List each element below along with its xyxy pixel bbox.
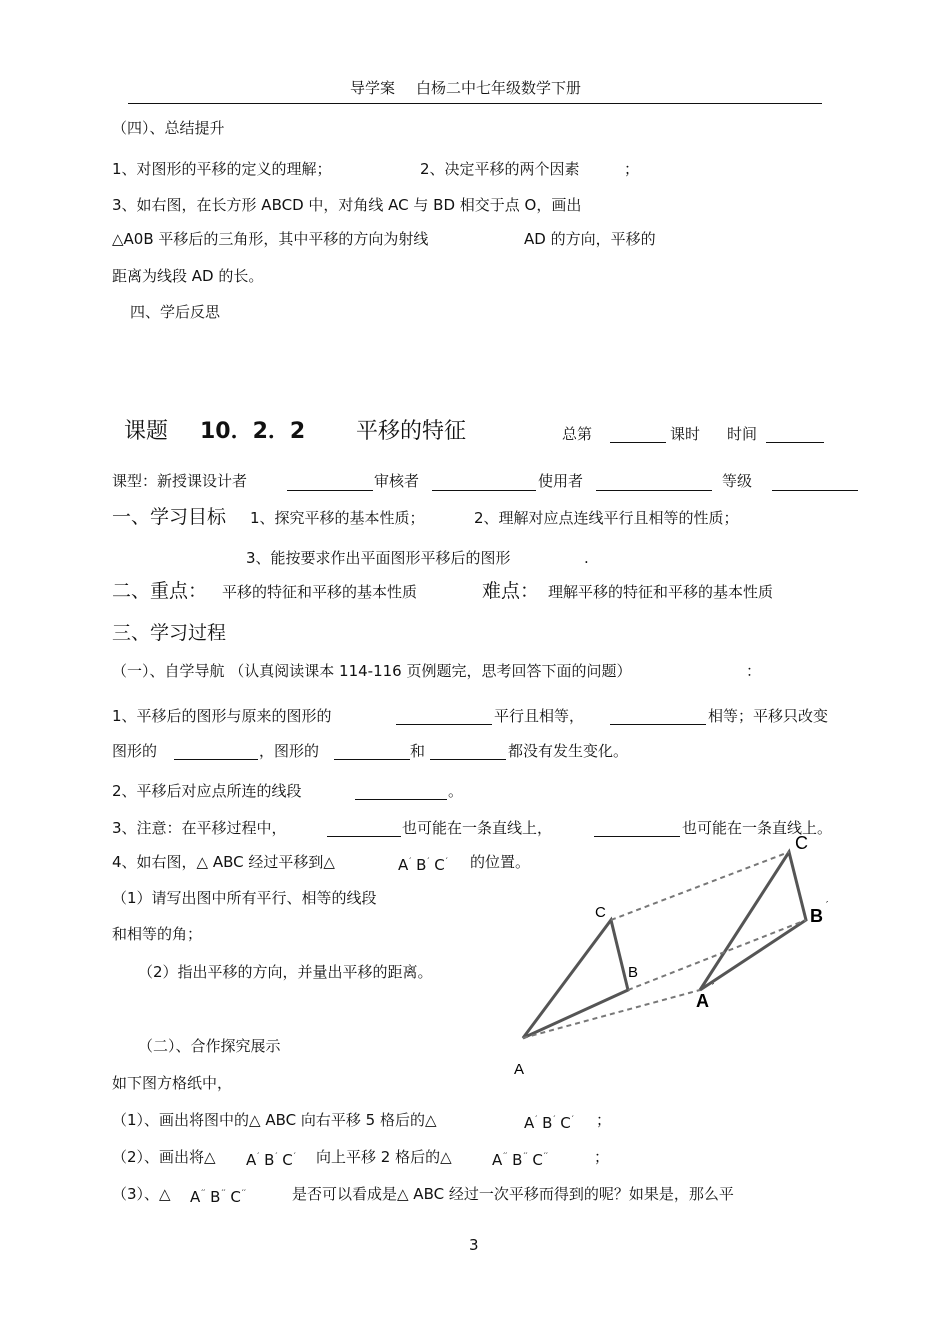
key-text: 平移的特征和平移的基本性质 xyxy=(222,583,418,601)
coop-2-dprimes xyxy=(492,1147,548,1170)
coop-intro: 如下图方格纸中， xyxy=(112,1074,233,1092)
user-blank xyxy=(596,474,712,491)
period-label: 课时 xyxy=(670,425,701,443)
letter-c: C xyxy=(532,1151,543,1169)
process-heading: 三、学习过程 xyxy=(112,622,227,644)
q4-1b: 和相等的角； xyxy=(112,925,203,943)
letter-c: C xyxy=(230,1188,241,1206)
prime-mark: ′ xyxy=(445,857,448,867)
reviewer-blank xyxy=(432,474,536,491)
translation-figure xyxy=(500,830,840,1085)
grade-label: 等级 xyxy=(722,472,753,490)
letter-a: A xyxy=(398,856,409,874)
lesson-number: 10．2．2 xyxy=(200,419,306,444)
prime-mark: ′ xyxy=(409,857,412,867)
header-left: 导学案 xyxy=(350,79,396,97)
self-study-tail: ： xyxy=(746,662,762,680)
lesson-label: 课题 xyxy=(124,419,169,444)
double-prime-mark: ′′ xyxy=(543,1152,548,1162)
coop-2-mid: 向上平移 2 格后的△ xyxy=(316,1148,452,1166)
reviewer-label: 审核者 xyxy=(374,472,420,490)
key-heading: 二、重点： xyxy=(112,580,208,602)
coop-1-tail: ； xyxy=(596,1111,612,1129)
q4-tail: 的位置。 xyxy=(470,853,531,871)
summary-item-2: 2、决定平移的两个因素 xyxy=(420,160,580,178)
goal-2: 2、理解对应点连线平行且相等的性质； xyxy=(474,509,739,527)
prime-mark: ′ xyxy=(293,1152,296,1162)
type-line: 课型：新授课设计者 xyxy=(112,472,248,490)
difficulty-heading: 难点： xyxy=(482,580,540,602)
letter-b: B xyxy=(416,856,427,874)
prime-b: ′ xyxy=(826,900,829,911)
coop-heading: （二）、合作探究展示 xyxy=(138,1037,281,1055)
letter-c: C xyxy=(434,856,445,874)
letter-c: C xyxy=(560,1114,571,1132)
q4-a: 4、如右图，△ ABC 经过平移到△ xyxy=(112,853,335,871)
summary-item-1: 1、对图形的平移的定义的理解； xyxy=(112,160,332,178)
label-b: B xyxy=(628,964,639,981)
letter-a: A xyxy=(190,1188,201,1206)
q1-a: 1、平移后的图形与原来的图形的 xyxy=(112,707,332,725)
letter-c: C xyxy=(282,1151,293,1169)
letter-b: B xyxy=(264,1151,275,1169)
q4-1a: （1）请写出图中所有平行、相等的线段 xyxy=(112,889,377,907)
q1-g: 都没有发生变化。 xyxy=(508,742,629,760)
label-c: C xyxy=(595,904,606,921)
double-prime-mark: ′′ xyxy=(201,1189,206,1199)
double-prime-mark: ′′ xyxy=(503,1152,508,1162)
prime-mark: ′ xyxy=(257,1152,260,1162)
q1-b: 平行且相等， xyxy=(494,707,585,725)
q3-blank-1 xyxy=(327,820,401,837)
double-prime-mark: ′′ xyxy=(241,1189,246,1199)
label-b-prime: B xyxy=(810,906,823,926)
total-blank xyxy=(610,426,666,443)
grade-blank xyxy=(772,474,858,491)
letter-a: A xyxy=(246,1151,257,1169)
time-label: 时间 xyxy=(727,425,758,443)
goals-heading: 一、学习目标 xyxy=(112,506,227,528)
q1-f: 和 xyxy=(410,742,426,760)
prime-mark: ′ xyxy=(275,1152,278,1162)
summary-item-3-line2b: AD 的方向，平移的 xyxy=(524,230,656,248)
summary-heading: （四）、总结提升 xyxy=(112,119,225,137)
coop-2-primes xyxy=(246,1147,296,1170)
header-rule xyxy=(128,103,822,104)
coop-1-primes xyxy=(524,1110,574,1133)
coop-3-dprimes xyxy=(190,1184,246,1207)
letter-b: B xyxy=(542,1114,553,1132)
q2-blank xyxy=(355,783,447,800)
goal-3: 3、能按要求作出平面图形平移后的图形 xyxy=(246,549,511,567)
page-number: 3 xyxy=(469,1236,479,1254)
reflection-heading: 四、学后反思 xyxy=(130,303,221,321)
triangle-abc-prime xyxy=(700,852,806,990)
q1-blank-1 xyxy=(396,708,492,725)
q3-b: 也可能在一条直线上， xyxy=(402,819,553,837)
summary-item-3-line3: 距离为线段 AD 的长。 xyxy=(112,267,264,285)
self-study-heading: （一）、自学导航 （认真阅读课本 114-116 页例题完，思考回答下面的问题） xyxy=(112,662,632,680)
triangle-abc xyxy=(523,920,628,1038)
q3-a: 3、注意：在平移过程中， xyxy=(112,819,287,837)
prime-mark: ′ xyxy=(571,1115,574,1125)
q1-c: 相等；平移只改变 xyxy=(708,707,829,725)
double-prime-mark: ′′ xyxy=(221,1189,226,1199)
q4-2: （2）指出平移的方向，并量出平移的距离。 xyxy=(138,963,433,981)
coop-3-b: 是否可以看成是△ ABC 经过一次平移而得到的呢？如果是，那么平 xyxy=(292,1185,734,1203)
total-label: 总第 xyxy=(562,425,593,443)
q1-e: ，图形的 xyxy=(259,742,320,760)
q1-blank-3 xyxy=(174,743,258,760)
designer-blank xyxy=(287,474,373,491)
summary-item-3-line1: 3、如右图，在长方形 ABCD 中，对角线 AC 与 BD 相交于点 O，画出 xyxy=(112,196,582,214)
q1-d: 图形的 xyxy=(112,742,158,760)
q3-c: 也可能在一条直线上。 xyxy=(682,819,833,837)
header-right: 白杨二中七年级数学下册 xyxy=(416,79,582,97)
coop-3-a: （3）、△ xyxy=(112,1185,171,1203)
letter-a: A xyxy=(492,1151,503,1169)
goal-1: 1、探究平移的基本性质； xyxy=(250,509,425,527)
lesson-name: 平移的特征 xyxy=(356,419,467,444)
prime-mark: ′ xyxy=(535,1115,538,1125)
double-prime-mark: ′′ xyxy=(523,1152,528,1162)
q1-blank-4 xyxy=(334,743,410,760)
difficulty-text: 理解平移的特征和平移的基本性质 xyxy=(548,583,774,601)
label-a-prime: A xyxy=(696,991,709,1011)
letter-b: B xyxy=(512,1151,523,1169)
user-label: 使用者 xyxy=(538,472,584,490)
coop-1: （1）、画出将图中的△ ABC 向右平移 5 格后的△ xyxy=(112,1111,437,1129)
q1-blank-2 xyxy=(610,708,706,725)
goal-3-tail: . xyxy=(584,549,589,567)
correspondence-lines xyxy=(523,852,806,1038)
q2: 2、平移后对应点所连的线段 xyxy=(112,782,302,800)
coop-2: （2）、画出将△ xyxy=(112,1148,216,1166)
coop-2-tail: ； xyxy=(594,1148,610,1166)
prime-mark: ′ xyxy=(427,857,430,867)
prime-a: ′ xyxy=(712,982,715,993)
time-blank xyxy=(766,426,824,443)
letter-a: A xyxy=(524,1114,535,1132)
q2-tail: 。 xyxy=(448,782,464,800)
summary-item-3-line2a: △A0B 平移后的三角形，其中平移的方向为射线 xyxy=(112,230,429,248)
q4-primes xyxy=(398,852,448,875)
letter-b: B xyxy=(210,1188,221,1206)
summary-item-2-tail: ； xyxy=(624,160,640,178)
label-c-prime: C xyxy=(795,833,808,853)
label-a: A xyxy=(514,1061,525,1078)
prime-mark: ′ xyxy=(553,1115,556,1125)
q1-blank-5 xyxy=(430,743,506,760)
